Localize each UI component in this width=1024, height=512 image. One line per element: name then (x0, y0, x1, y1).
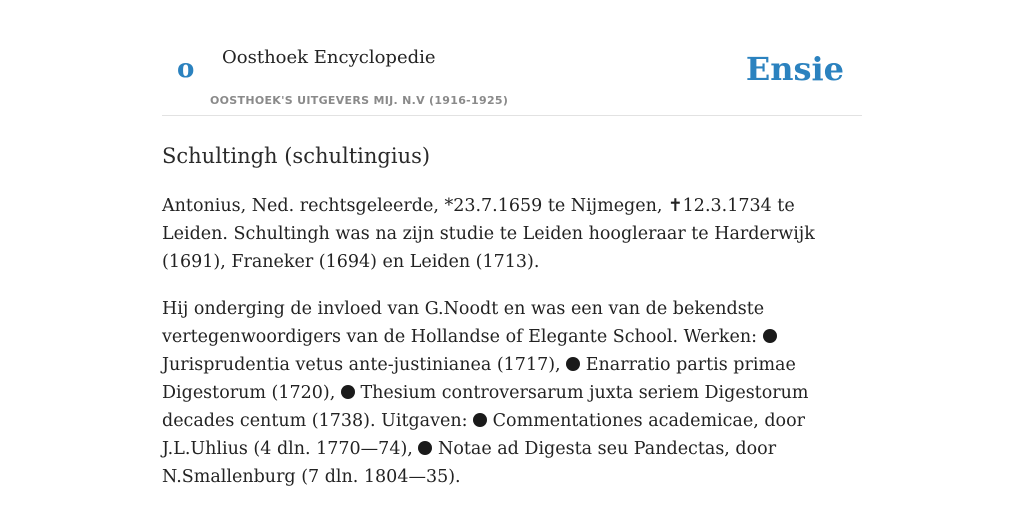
entry-title: Schultingh (schultingius) (162, 144, 431, 168)
edition-2: Notae ad Digesta seu Pandectas, door N.Smallenburg (7 dln. 1804—35). (162, 439, 777, 487)
work-2: Enarratio partis primae Digestorum (1720), (162, 355, 796, 403)
paragraph-2-intro: Hij onderging de invloed van G.Noodt en was een van de bekendste vertegenwoordigers van de Hollandse of Elegante School. Werken: (162, 299, 765, 347)
work-3: Thesium controversarum juxta seriem Digestorum decades centum (1738). Uitgaven: (162, 383, 809, 431)
edition-1: Commentationes academicae, door J.L.Uhlius (4 dln. 1770—74), (162, 411, 805, 459)
publisher-subtitle: OOSTHOEK'S UITGEVERS MIJ. N.V (1916-1925) (210, 94, 509, 107)
oosthoek-logo[interactable]: o (177, 54, 195, 84)
bullet-icon (418, 441, 432, 455)
entry-paragraph-1: Antonius, Ned. rechtsgeleerde, *23.7.1659 te Nijmegen, ✝12.3.1734 te Leiden. Schultingh was na zijn studie te Leiden hoogleraar te Harderwijk (1691), Franeker (1694) en Leiden (1713). (162, 196, 815, 272)
encyclopedia-title[interactable]: Oosthoek Encyclopedie (222, 47, 436, 68)
page (162, 0, 862, 491)
work-1: Jurisprudentia vetus ante-justinianea (1717), (162, 355, 567, 375)
bullet-icon (763, 329, 777, 343)
entry-paragraph-2 (162, 295, 862, 491)
bullet-icon (341, 385, 355, 399)
ensie-brand-link[interactable]: Ensie (745, 50, 844, 88)
bullet-icon (473, 413, 487, 427)
header (162, 0, 862, 116)
bullet-icon (566, 357, 580, 371)
